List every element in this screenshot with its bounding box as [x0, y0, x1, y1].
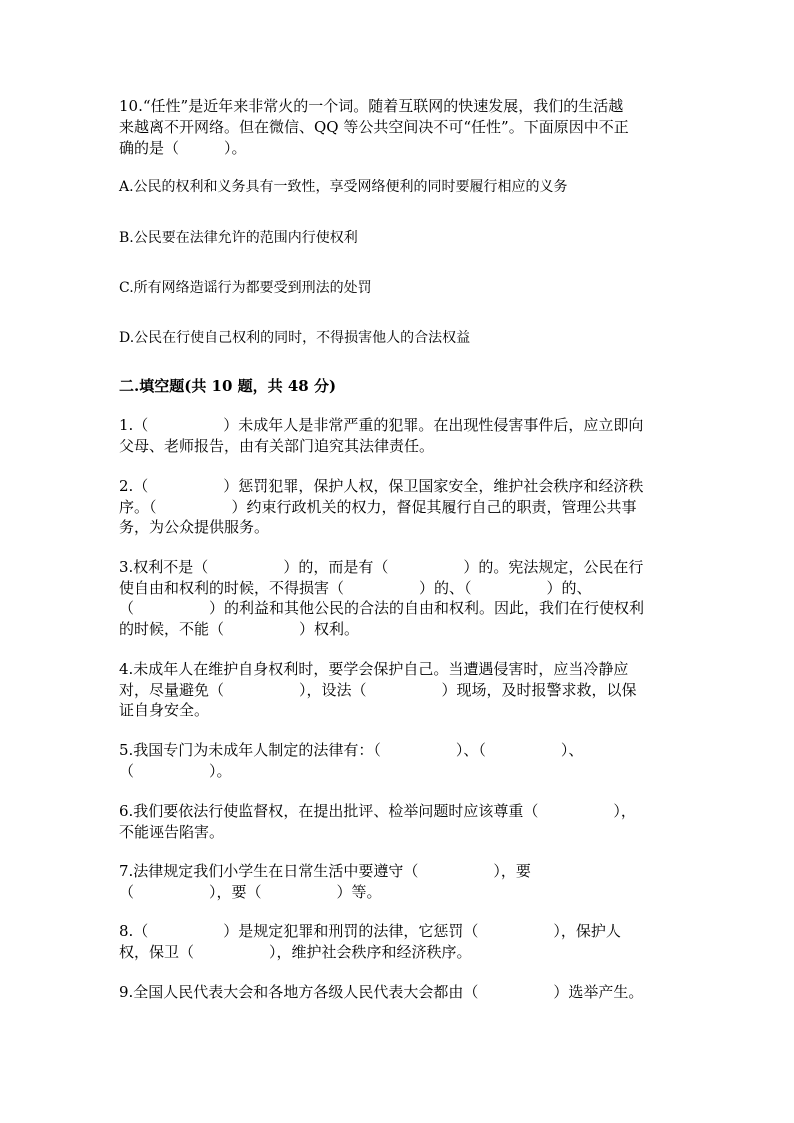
question-10-line: 10.“任性”是近年来非常火的一个词。随着互联网的快速发展，我们的生活越	[119, 97, 624, 115]
fill-question-2	[119, 476, 679, 538]
question-10-line: 确的是（ ）。	[119, 139, 247, 157]
fill-question-line: 7.法律规定我们小学生在日常生活中要遵守（ ），要	[119, 862, 531, 880]
fill-question-line: 证自身安全。	[119, 701, 210, 719]
fill-question-9	[119, 982, 679, 1003]
fill-question-line: 9.全国人民代表大会和各地方各级人民代表大会都由（ ）选举产生。	[119, 983, 644, 1001]
fill-question-line: 2.（ ）惩罚犯罪，保护人权，保卫国家安全，维护社会秩序和经济秩	[119, 477, 644, 495]
fill-question-line: 6.我们要依法行使监督权，在提出批评、检举问题时应该尊重（ ），	[119, 802, 636, 820]
fill-question-line: 务，为公众提供服务。	[119, 518, 270, 536]
option-a: A.公民的权利和义务具有一致性，享受网络便利的同时要履行相应的义务	[119, 179, 568, 195]
fill-question-line: 4.未成年人在维护自身权利时，要学会保护自己。当遭遇侵害时，应当冷静应	[119, 660, 629, 678]
fill-question-line: （ ）的利益和其他公民的合法的自由和权利。因此，我们在行使权利	[119, 599, 645, 617]
option-b: B.公民要在法律允许的范围内行使权利	[119, 230, 358, 246]
fill-question-line: 的时候，不能（ ）权利。	[119, 619, 360, 638]
section-title-fill-blank: 二.填空题(共 10 题，共 48 分)	[119, 377, 337, 395]
fill-question-line: 对，尽量避免（ ），设法（ ）现场，及时报警求救，以保	[119, 680, 637, 699]
fill-question-7	[119, 861, 679, 902]
question-10	[119, 96, 679, 159]
fill-question-line: 父母、老师报告，由有关部门追究其法律责任。	[119, 436, 435, 455]
fill-question-line: 使自由和权利的时候，不得损害（ ）的、（ ）的、	[119, 578, 592, 597]
fill-question-6	[119, 801, 679, 842]
fill-question-line: 序。（ ）约束行政机关的权力，督促其履行自己的职责，管理公共事	[119, 497, 637, 516]
fill-question-4	[119, 659, 679, 721]
fill-question-line: 5.我国专门为未成年人制定的法律有：（ ）、（ ）、	[119, 741, 584, 759]
fill-question-line: 不能诬告陷害。	[119, 822, 225, 841]
fill-question-3	[119, 557, 679, 639]
fill-question-8	[119, 921, 679, 962]
fill-question-line: 3.权利不是（ ）的，而是有（ ）的。宪法规定，公民在行	[119, 558, 644, 576]
fill-question-line: 权，保卫（ ），维护社会秩序和经济秩序。	[119, 942, 472, 961]
option-c: C.所有网络造谣行为都要受到刑法的处罚	[119, 280, 372, 296]
fill-question-line: 8.（ ）是规定犯罪和刑罚的法律，它惩罚（ ），保护人	[119, 922, 621, 940]
question-10-line: 来越离不开网络。但在微信、QQ 等公共空间决不可“任性”。下面原因中不正	[119, 118, 629, 136]
fill-question-line: 1.（ ）未成年人是非常严重的犯罪。在出现性侵害事件后，应立即向	[119, 416, 644, 434]
fill-question-1	[119, 415, 679, 456]
option-d: D.公民在行使自己权利的同时，不得损害他人的合法权益	[119, 330, 471, 346]
fill-question-5	[119, 740, 679, 781]
fill-question-line: （ ），要（ ）等。	[119, 882, 382, 901]
fill-question-line: （ ）。	[119, 761, 232, 780]
